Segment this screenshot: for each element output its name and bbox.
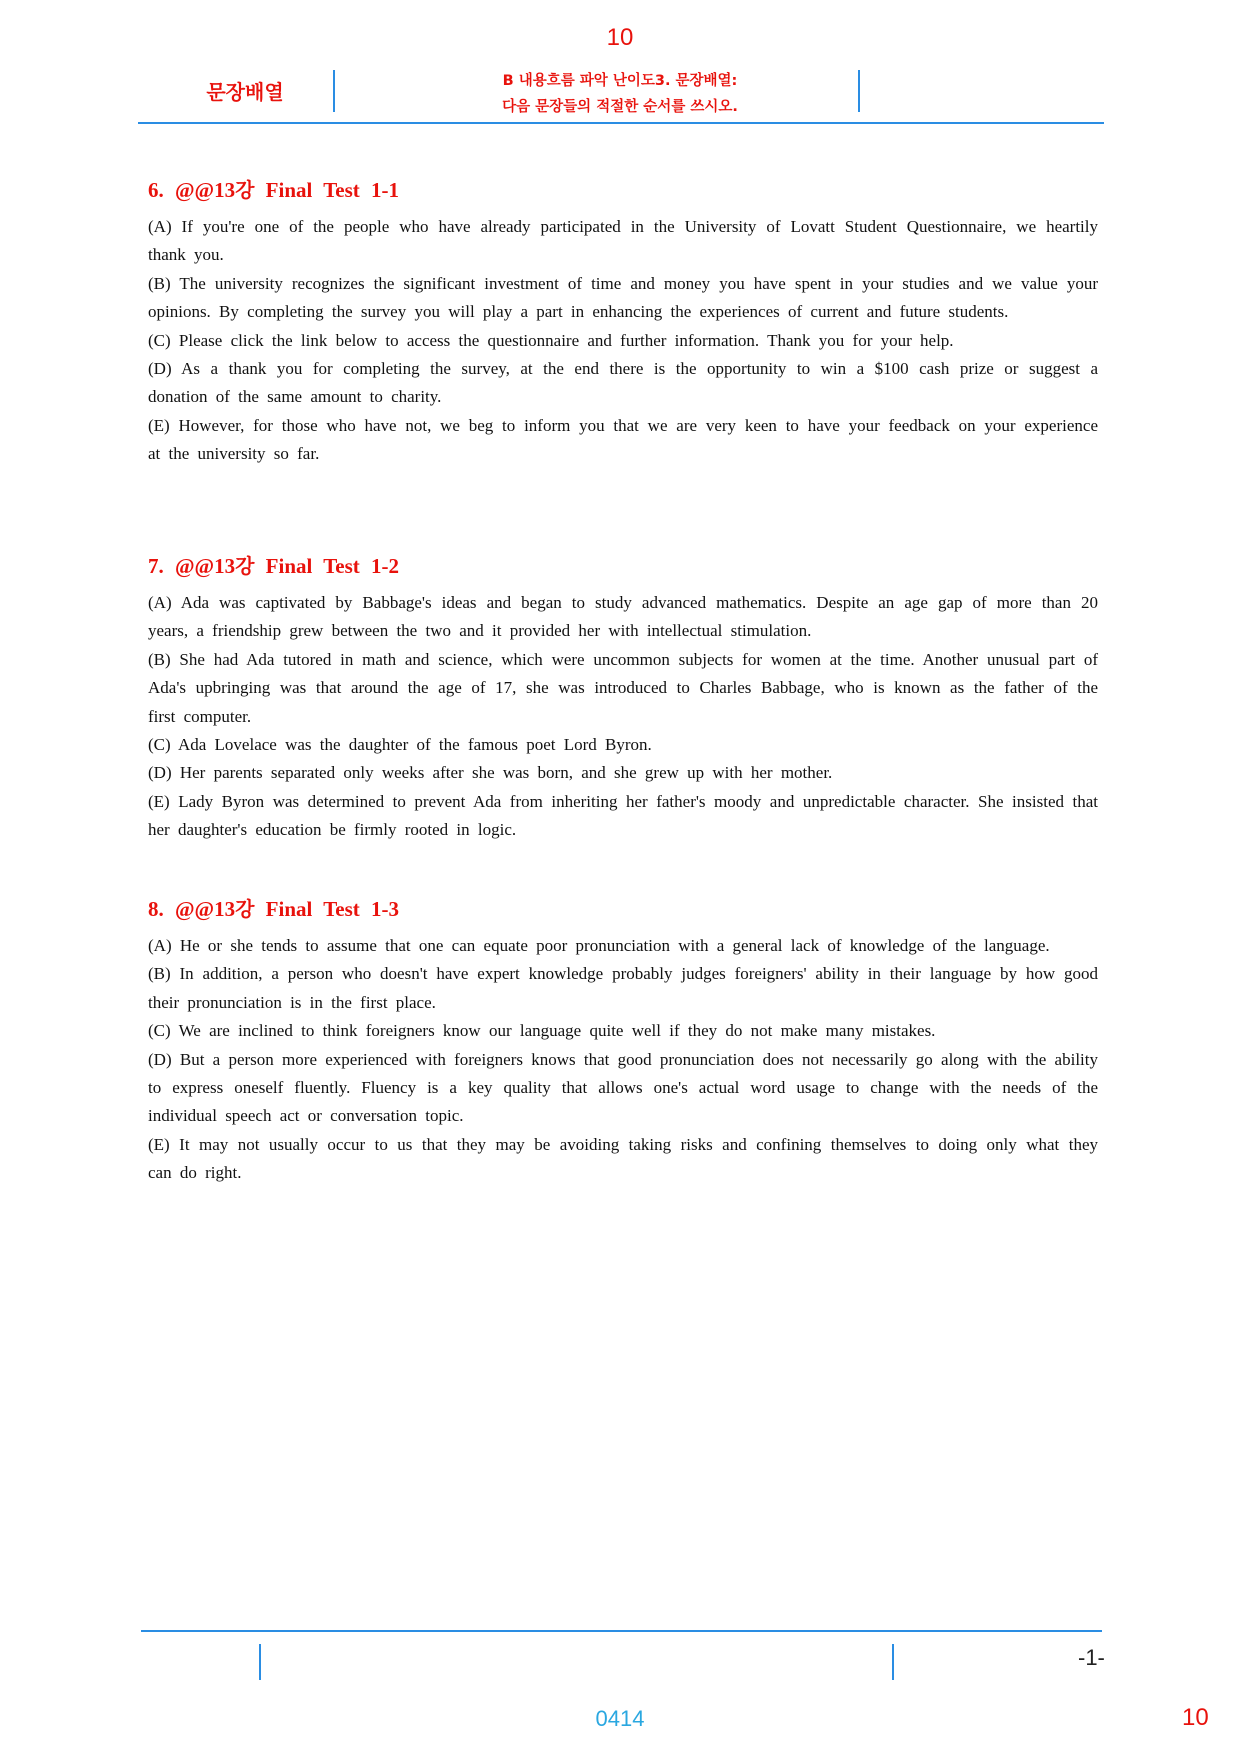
- question-title: [148, 893, 1098, 922]
- question-number: 6.: [148, 178, 164, 202]
- question-title: [148, 174, 1098, 203]
- sentence-a: (A) If you're one of the people who have already participated in the University of Lovatt Student Questionnaire, we heartily thank you.: [148, 217, 1098, 265]
- question-title-text: Final Test 1-2: [265, 554, 400, 578]
- sentence-d: (D) But a person more experienced with foreigners knows that good pronunciation does not necessarily go along with the ability to express oneself fluently. Fluency is a key quality that allows one's actual word usage to change with the needs of the individual speech act or conversation topic.: [148, 1049, 1098, 1126]
- sentence-a: (A) Ada was captivated by Babbage's ideas and began to study advanced mathematics. Despite an age gap of more than 20 years, a friendship grew between the two and it provided her with intellectual stimulation.: [148, 593, 1098, 641]
- header-divider-left: [333, 70, 335, 112]
- question-prefix: @@13: [175, 554, 236, 578]
- sentence-e: (E) Lady Byron was determined to prevent Ada from inheriting her father's moody and unpredictable character. She insisted that her daughter's education be firmly rooted in logic.: [148, 791, 1098, 840]
- sentence-c: (C) Please click the link below to access the questionnaire and further information. Thank you for your help.: [148, 330, 954, 350]
- footer-divider-right: [892, 1644, 894, 1680]
- sentence-d: (D) Her parents separated only weeks after she was born, and she grew up with her mother.: [148, 763, 833, 783]
- question-prefix: @@13: [175, 897, 236, 921]
- footer-page-mark: -1-: [1078, 1645, 1105, 1670]
- instruction-line-2: 다음 문장들의 적절한 순서를 쓰시오.: [502, 99, 738, 115]
- sentence-e: (E) However, for those who have not, we beg to inform you that we are very keen to have your feedback on your experience at the university so far.: [148, 415, 1098, 464]
- question-number: 8.: [148, 897, 164, 921]
- sentence-c: (C) Ada Lovelace was the daughter of the famous poet Lord Byron.: [148, 735, 652, 755]
- question-number: 7.: [148, 554, 164, 578]
- sentence-b: (B) She had Ada tutored in math and science, which were uncommon subjects for women at the time. Another unusual part of Ada's upbringing was that around the age of 17, she was introduced to Charles Babbage, who is known as the father of the first computer.: [148, 649, 1098, 726]
- question-title-text: Final Test 1-3: [265, 897, 400, 921]
- header-instruction: [400, 68, 840, 120]
- sentence-b: (B) The university recognizes the significant investment of time and money you have spent in your studies and we value your opinions. By completing the survey you will play a part in enhancing the experiences of current and future students.: [148, 273, 1098, 322]
- header-rule: [138, 122, 1104, 124]
- section-label: 문장배열: [206, 80, 284, 104]
- footer-code: 0414: [595, 1706, 645, 1731]
- instruction-line-1: B 내용흐름 파악 난이도3. 문장배열:: [502, 73, 738, 89]
- question-6: [148, 174, 1098, 469]
- question-korean: 강: [235, 897, 255, 921]
- sentence-c: (C) We are inclined to think foreigners know our language quite well if they do not make many mistakes.: [148, 1021, 936, 1041]
- question-korean: 강: [235, 554, 255, 578]
- question-title: [148, 550, 1098, 579]
- page-number-top: 10: [606, 24, 634, 51]
- sentence-a: (A) He or she tends to assume that one can equate poor pronunciation with a general lack of knowledge of the language.: [148, 936, 1050, 955]
- sentence-b: (B) In addition, a person who doesn't have expert knowledge probably judges foreigners' ability in their language by how good their pronunciation is in the first place.: [148, 964, 1098, 1012]
- page-number-bottom: 10: [1182, 1704, 1209, 1731]
- sentence-e: (E) It may not usually occur to us that they may be avoiding taking risks and confining themselves to doing only what they can do right.: [148, 1134, 1098, 1183]
- header-divider-right: [858, 70, 860, 112]
- footer-divider-left: [259, 1644, 261, 1680]
- question-prefix: @@13: [175, 178, 236, 202]
- question-7: [148, 550, 1098, 845]
- footer-rule: [141, 1630, 1102, 1632]
- question-8: [148, 893, 1098, 1188]
- question-title-text: Final Test 1-1: [265, 178, 400, 202]
- sentence-d: (D) As a thank you for completing the survey, at the end there is the opportunity to win a $100 cash prize or suggest a donation of the same amount to charity.: [148, 359, 1098, 407]
- question-korean: 강: [235, 178, 255, 202]
